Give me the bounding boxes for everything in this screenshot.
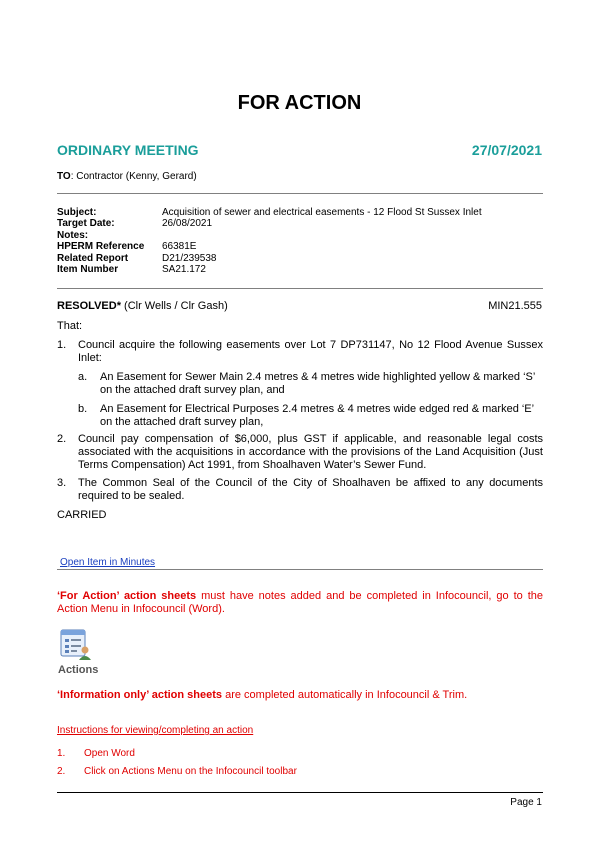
divider — [57, 193, 543, 194]
to-label: TO — [57, 171, 71, 182]
info-only-bold: ‘Information only’ action sheets — [57, 689, 223, 701]
step-number: 2. — [57, 766, 66, 777]
for-action-bold: ‘For Action’ action sheets — [57, 590, 197, 602]
info-only-note — [57, 689, 467, 701]
item-number: a. — [78, 371, 88, 383]
meeting-date: 27/07/2021 — [471, 142, 542, 158]
resolution-item: The Common Seal of the Council of the City of Shoalhaven be affixed to any documents required to be sealed. — [78, 477, 543, 502]
resolved-movers: (Clr Wells / Clr Gash) — [120, 300, 228, 312]
instructions-link[interactable]: Instructions for viewing/completing an action — [57, 725, 254, 736]
resolution-item: Council pay compensation of $6,000, plus GST if applicable, and reasonable legal costs associated with the acquisitions in accordance with the provisions of the Land Acquisition (Just Terms Compensation) Act 1991, from Shoalhaven Water’s Sewer Fund. — [78, 433, 543, 471]
item-number: 2. — [57, 433, 67, 445]
page-title: FOR ACTION — [237, 92, 362, 114]
minute-ref: MIN21.555 — [488, 300, 542, 312]
step-text: Click on Actions Menu on the Infocouncil toolbar — [84, 766, 297, 777]
actions-toolbar-button[interactable] — [58, 628, 98, 678]
step-text: Open Word — [84, 748, 135, 759]
open-item-link[interactable]: Open Item in Minutes — [60, 557, 156, 568]
resolution-item: Council acquire the following easements over Lot 7 DP731147, No 12 Flood Avenue Sussex Inlet: — [78, 339, 543, 364]
carried-label: CARRIED — [57, 509, 107, 521]
step-number: 1. — [57, 748, 66, 759]
resolved-label: RESOLVED* — [57, 300, 121, 312]
for-action-rest: must have notes added and be completed in Infocouncil, go to the Action Menu in Infocouncil (Word). — [57, 590, 543, 615]
footer-divider — [57, 792, 543, 793]
resolution-subitem: An Easement for Electrical Purposes 2.4 metres & 4 metres wide edged red & marked ‘E’ on the attached draft survey plan, — [100, 403, 534, 428]
to-line — [57, 171, 197, 182]
page-number: Page 1 — [510, 797, 542, 808]
item-number: b. — [78, 403, 88, 415]
actions-checklist-icon — [58, 628, 92, 660]
divider — [57, 288, 543, 289]
divider — [57, 569, 543, 570]
meeting-name: ORDINARY MEETING — [57, 142, 199, 158]
resolution-subitem: An Easement for Sewer Main 2.4 metres & 4 metres wide highlighted yellow & marked ‘S’ on the attached draft survey plan, and — [100, 371, 535, 396]
resolved-line — [57, 300, 228, 312]
actions-icon-label: Actions — [58, 664, 99, 676]
that-label: That: — [57, 320, 83, 332]
item-number: 1. — [57, 339, 67, 351]
item-number: 3. — [57, 477, 67, 489]
to-value: : Contractor (Kenny, Gerard) — [70, 171, 197, 182]
for-action-note — [57, 590, 543, 616]
info-only-rest: are completed automatically in Infocouncil & Trim. — [222, 689, 468, 701]
